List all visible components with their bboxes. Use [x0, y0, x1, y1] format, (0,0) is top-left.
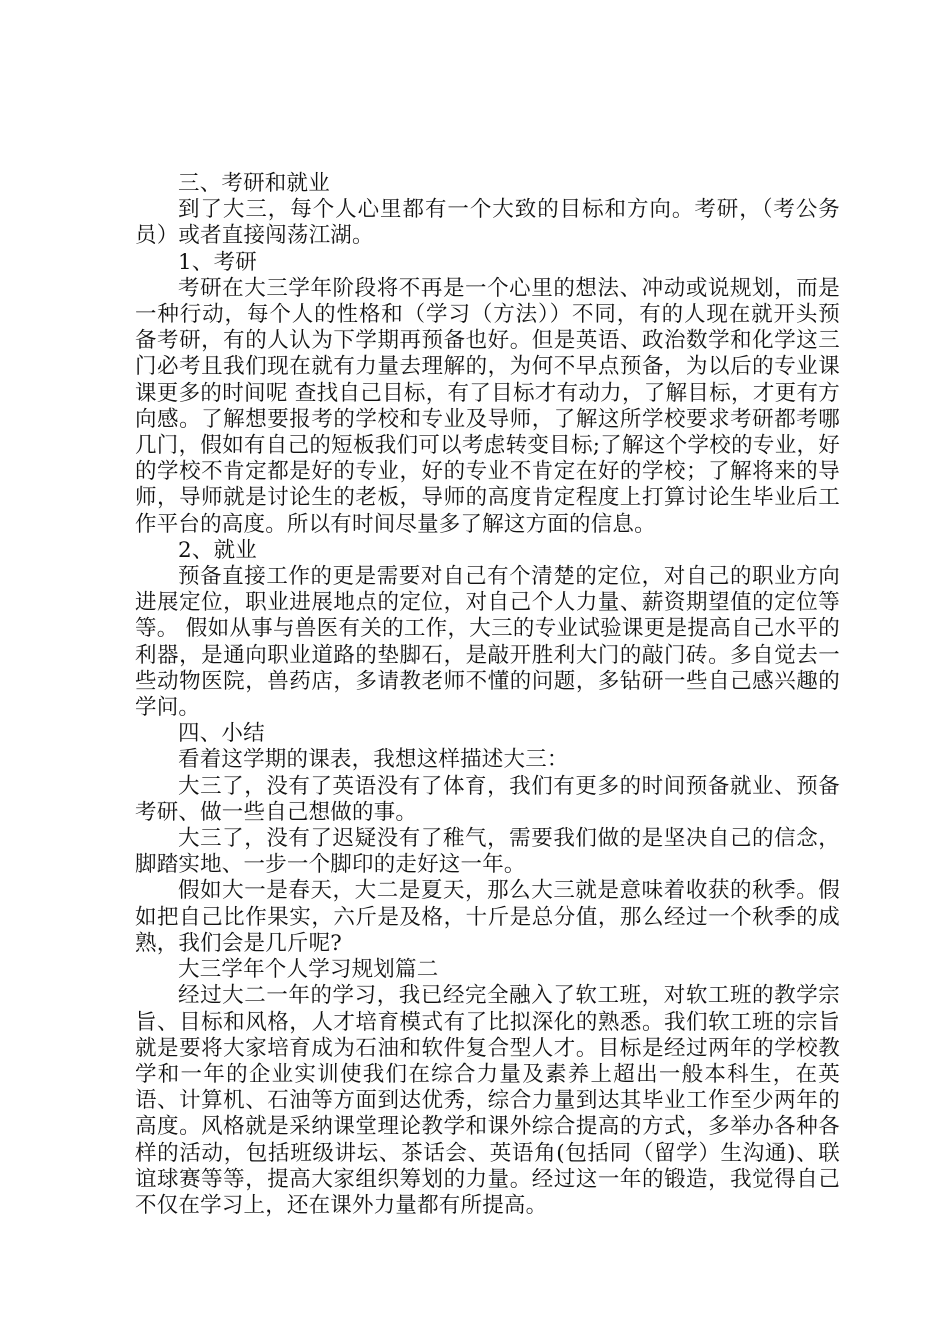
paragraph-xiaojie-2: 大三了，没有了迟疑没有了稚气，需要我们做的是坚决自己的信念，脚踏实地、一步一个脚印的走好这一年。: [135, 826, 840, 878]
section-heading-xiaojie: 四、小结: [178, 721, 265, 747]
paragraph-xiaojie-1: 大三了，没有了英语没有了体育，我们有更多的时间预备就业、预备考研、做一些自己想做的事。: [135, 773, 840, 825]
document-body: [135, 171, 840, 1219]
paragraph-part-two: 经过大二一年的学习，我已经完全融入了软工班，对软工班的教学宗旨、目标和风格，人才培育模式有了比拟深化的熟悉。我们软工班的宗旨就是要将大家培育成为石油和软件复合型人才。目标是经过两年的学校教学和一年的企业实训使我们在综合力量及素养上超出一般本科生，在英语、计算机、石油等方面到达优秀，综合力量到达其毕业工作至少两年的高度。风格就是采纳课堂理论教学和课外综合提高的方式，多举办各种各样的活动，包括班级讲坛、茶话会、英语角(包括同（留学）生沟通)、联谊球赛等等，提高大家组织筹划的力量。经过这一年的锻造，我觉得自己不仅在学习上，还在课外力量都有所提高。: [135, 983, 840, 1218]
paragraph-xiaojie-3: 假如大一是春天，大二是夏天，那么大三就是意味着收获的秋季。假如把自己比作果实，六斤是及格，十斤是总分值，那么经过一个秋季的成熟，我们会是几斤呢?: [135, 878, 840, 956]
subheading-jiuye: 2、就业: [178, 537, 257, 563]
paragraph-xiaojie-intro: 看着这学期的课表，我想这样描述大三：: [178, 747, 569, 773]
section-heading-kaoyan-jiuye: 三、考研和就业: [178, 171, 330, 196]
subheading-kaoyan: 1、考研: [178, 249, 257, 275]
paragraph-intro: 到了大三，每个人心里都有一个大致的目标和方向。考研，（考公务员）或者直接闯荡江湖。: [135, 197, 840, 249]
paragraph-kaoyan: 考研在大三学年阶段将不再是一个心里的想法、冲动或说规划，而是一种行动，每个人的性格和（学习（方法））不同，有的人现在就开头预备考研，有的人认为下学期再预备也好。但是英语、政治数学和化学这三门必考且我们现在就有力量去理解的，为何不早点预备，为以后的专业课课更多的时间呢 查找自己目标，有了目标才有动力，了解目标，才更有方向感。了解想要报考的学校和专业及导师，了解这所学校要求考研都考哪几门，假如有自己的短板我们可以考虑转变目标;了解这个学校的专业，好的学校不肯定都是好的专业，好的专业不肯定在好的学校；了解将来的导师，导师就是讨论生的老板，导师的高度肯定程度上打算讨论生毕业后工作平台的高度。所以有时间尽量多了解这方面的信息。: [135, 275, 840, 537]
paragraph-jiuye: 预备直接工作的更是需要对自己有个清楚的定位，对自己的职业方向进展定位，职业进展地点的定位，对自己个人力量、薪资期望值的定位等等。 假如从事与兽医有关的工作，大三的专业试验课更是提高自己水平的利器，是通向职业道路的垫脚石，是敲开胜利大门的敲门砖。多自觉去一些动物医院，兽药店，多请教老师不懂的问题，多钻研一些自己感兴趣的学问。: [135, 564, 840, 721]
article-title-part-two: 大三学年个人学习规划篇二: [178, 957, 439, 983]
